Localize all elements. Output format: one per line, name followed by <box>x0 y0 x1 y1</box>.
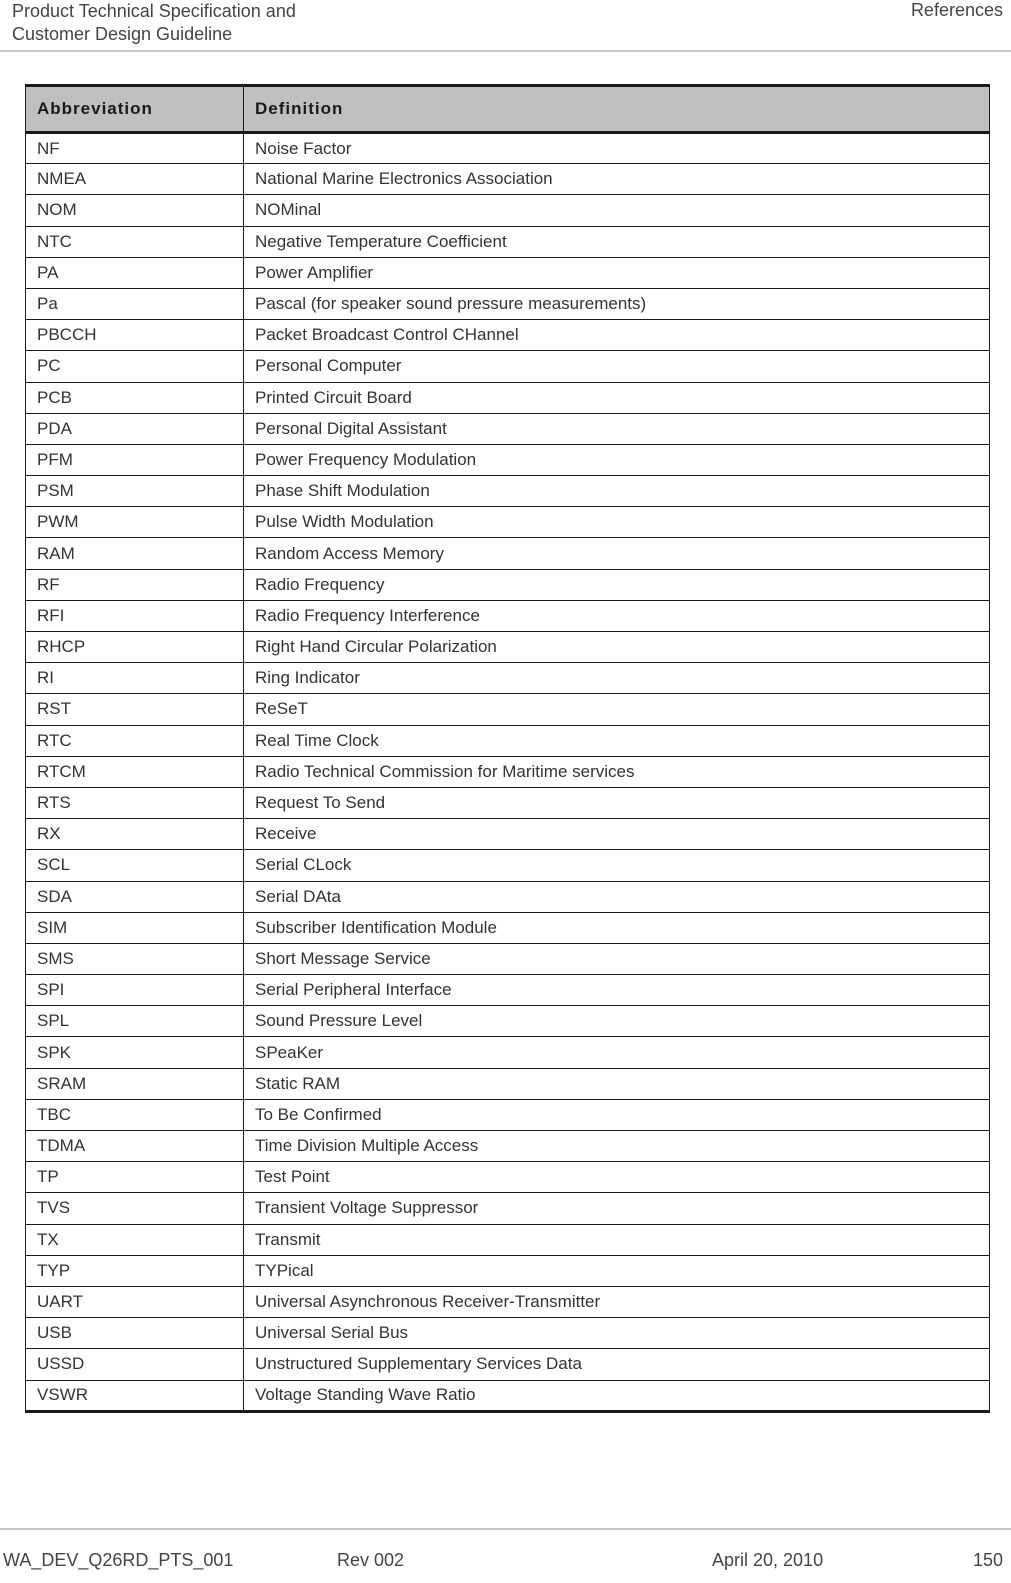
abbreviation-cell: RX <box>26 819 244 850</box>
definition-cell: To Be Confirmed <box>244 1099 990 1130</box>
table-body <box>26 133 990 1412</box>
definition-cell: Random Access Memory <box>244 538 990 569</box>
abbreviation-cell: SPI <box>26 975 244 1006</box>
definition-cell: Universal Serial Bus <box>244 1318 990 1349</box>
table-row <box>26 1099 990 1130</box>
definition-cell: Voltage Standing Wave Ratio <box>244 1380 990 1411</box>
footer-date: April 20, 2010 <box>712 1550 824 1570</box>
definition-cell: Right Hand Circular Polarization <box>244 632 990 663</box>
definition-cell: Transient Voltage Suppressor <box>244 1193 990 1224</box>
abbreviation-cell: RTS <box>26 787 244 818</box>
definition-cell: Power Amplifier <box>244 257 990 288</box>
abbreviation-cell: PWM <box>26 507 244 538</box>
abbreviation-cell: RFI <box>26 600 244 631</box>
abbreviation-cell: TYP <box>26 1255 244 1286</box>
definition-cell: Unstructured Supplementary Services Data <box>244 1349 990 1380</box>
abbreviation-cell: NTC <box>26 226 244 257</box>
table-row <box>26 351 990 382</box>
table-row <box>26 912 990 943</box>
table-row <box>26 133 990 164</box>
abbreviation-cell: SMS <box>26 943 244 974</box>
definition-cell: Personal Digital Assistant <box>244 413 990 444</box>
abbreviation-cell: PBCCH <box>26 320 244 351</box>
table-row <box>26 382 990 413</box>
table-row <box>26 1286 990 1317</box>
abbreviation-cell: PCB <box>26 382 244 413</box>
table-row <box>26 1068 990 1099</box>
definition-cell: Serial DAta <box>244 881 990 912</box>
abbreviation-cell: NOM <box>26 195 244 226</box>
abbreviation-cell: PFM <box>26 444 244 475</box>
definition-cell: NOMinal <box>244 195 990 226</box>
table-row <box>26 226 990 257</box>
table-row <box>26 600 990 631</box>
abbreviation-cell: TVS <box>26 1193 244 1224</box>
definition-cell: Request To Send <box>244 787 990 818</box>
document-title-line-2: Customer Design Guideline <box>12 24 233 44</box>
table-row <box>26 507 990 538</box>
column-header-definition: Definition <box>244 86 990 133</box>
abbreviation-cell: TX <box>26 1224 244 1255</box>
definition-cell: Personal Computer <box>244 351 990 382</box>
abbreviations-table <box>25 84 990 1413</box>
abbreviation-cell: USB <box>26 1318 244 1349</box>
abbreviation-cell: SRAM <box>26 1068 244 1099</box>
definition-cell: Radio Technical Commission for Maritime services <box>244 756 990 787</box>
table-row <box>26 1380 990 1411</box>
abbreviation-cell: TBC <box>26 1099 244 1130</box>
table-row <box>26 1349 990 1380</box>
definition-cell: SPeaKer <box>244 1037 990 1068</box>
abbreviation-cell: SPK <box>26 1037 244 1068</box>
abbreviation-cell: VSWR <box>26 1380 244 1411</box>
definition-cell: Radio Frequency <box>244 569 990 600</box>
table-row <box>26 881 990 912</box>
table-row <box>26 787 990 818</box>
definition-cell: Power Frequency Modulation <box>244 444 990 475</box>
definition-cell: Serial CLock <box>244 850 990 881</box>
page-header <box>0 0 1011 52</box>
table-row <box>26 1162 990 1193</box>
table-row <box>26 538 990 569</box>
abbreviation-cell: PC <box>26 351 244 382</box>
definition-cell: Radio Frequency Interference <box>244 600 990 631</box>
page-footer <box>0 1528 1011 1583</box>
definition-cell: Pulse Width Modulation <box>244 507 990 538</box>
abbreviation-cell: TP <box>26 1162 244 1193</box>
abbreviation-cell: RI <box>26 663 244 694</box>
table-row <box>26 850 990 881</box>
definition-cell: Noise Factor <box>244 133 990 164</box>
table-row <box>26 943 990 974</box>
abbreviation-cell: RTC <box>26 725 244 756</box>
definition-cell: National Marine Electronics Association <box>244 164 990 195</box>
table-header <box>26 86 990 133</box>
definition-cell: TYPical <box>244 1255 990 1286</box>
table-row <box>26 164 990 195</box>
definition-cell: Static RAM <box>244 1068 990 1099</box>
abbreviation-cell: SPL <box>26 1006 244 1037</box>
table-row <box>26 1224 990 1255</box>
definition-cell: Phase Shift Modulation <box>244 476 990 507</box>
table-row <box>26 1193 990 1224</box>
table-row <box>26 476 990 507</box>
table-row <box>26 725 990 756</box>
table-row <box>26 975 990 1006</box>
abbreviation-cell: SIM <box>26 912 244 943</box>
definition-cell: Serial Peripheral Interface <box>244 975 990 1006</box>
table-row <box>26 663 990 694</box>
table-row <box>26 444 990 475</box>
abbreviation-cell: Pa <box>26 288 244 319</box>
table-row <box>26 1037 990 1068</box>
table-row <box>26 569 990 600</box>
document-title <box>12 0 296 46</box>
footer-revision: Rev 002 <box>337 1550 405 1570</box>
section-title: References <box>910 0 1003 20</box>
table-row <box>26 413 990 444</box>
abbreviation-cell: SDA <box>26 881 244 912</box>
document-title-line-1: Product Technical Specification and <box>12 1 296 21</box>
table-row <box>26 819 990 850</box>
definition-cell: Real Time Clock <box>244 725 990 756</box>
abbreviation-cell: SCL <box>26 850 244 881</box>
table-row <box>26 195 990 226</box>
definition-cell: Negative Temperature Coefficient <box>244 226 990 257</box>
table-row <box>26 1006 990 1037</box>
definition-cell: Universal Asynchronous Receiver-Transmitter <box>244 1286 990 1317</box>
definition-cell: Test Point <box>244 1162 990 1193</box>
abbreviation-cell: PA <box>26 257 244 288</box>
table-row <box>26 756 990 787</box>
abbreviation-cell: RAM <box>26 538 244 569</box>
abbreviation-cell: USSD <box>26 1349 244 1380</box>
footer-document-id: WA_DEV_Q26RD_PTS_001 <box>3 1550 234 1570</box>
table-row <box>26 257 990 288</box>
abbreviation-cell: RHCP <box>26 632 244 663</box>
definition-cell: Subscriber Identification Module <box>244 912 990 943</box>
definition-cell: Sound Pressure Level <box>244 1006 990 1037</box>
definition-cell: Time Division Multiple Access <box>244 1131 990 1162</box>
abbreviation-cell: NF <box>26 133 244 164</box>
abbreviation-cell: PDA <box>26 413 244 444</box>
column-header-abbreviation: Abbreviation <box>26 86 244 133</box>
definition-cell: Ring Indicator <box>244 663 990 694</box>
abbreviation-cell: RST <box>26 694 244 725</box>
definition-cell: ReSeT <box>244 694 990 725</box>
table-row <box>26 1318 990 1349</box>
footer-page-number: 150 <box>972 1550 1003 1570</box>
table-row <box>26 632 990 663</box>
abbreviation-cell: RTCM <box>26 756 244 787</box>
definition-cell: Transmit <box>244 1224 990 1255</box>
abbreviation-cell: TDMA <box>26 1131 244 1162</box>
definition-cell: Printed Circuit Board <box>244 382 990 413</box>
definition-cell: Pascal (for speaker sound pressure measurements) <box>244 288 990 319</box>
table-row <box>26 288 990 319</box>
abbreviation-cell: PSM <box>26 476 244 507</box>
table-row <box>26 320 990 351</box>
abbreviation-cell: NMEA <box>26 164 244 195</box>
table-row <box>26 1255 990 1286</box>
definition-cell: Receive <box>244 819 990 850</box>
abbreviation-cell: UART <box>26 1286 244 1317</box>
table-row <box>26 694 990 725</box>
definition-cell: Packet Broadcast Control CHannel <box>244 320 990 351</box>
definition-cell: Short Message Service <box>244 943 990 974</box>
table-header-row <box>26 86 990 133</box>
table-row <box>26 1131 990 1162</box>
abbreviation-cell: RF <box>26 569 244 600</box>
